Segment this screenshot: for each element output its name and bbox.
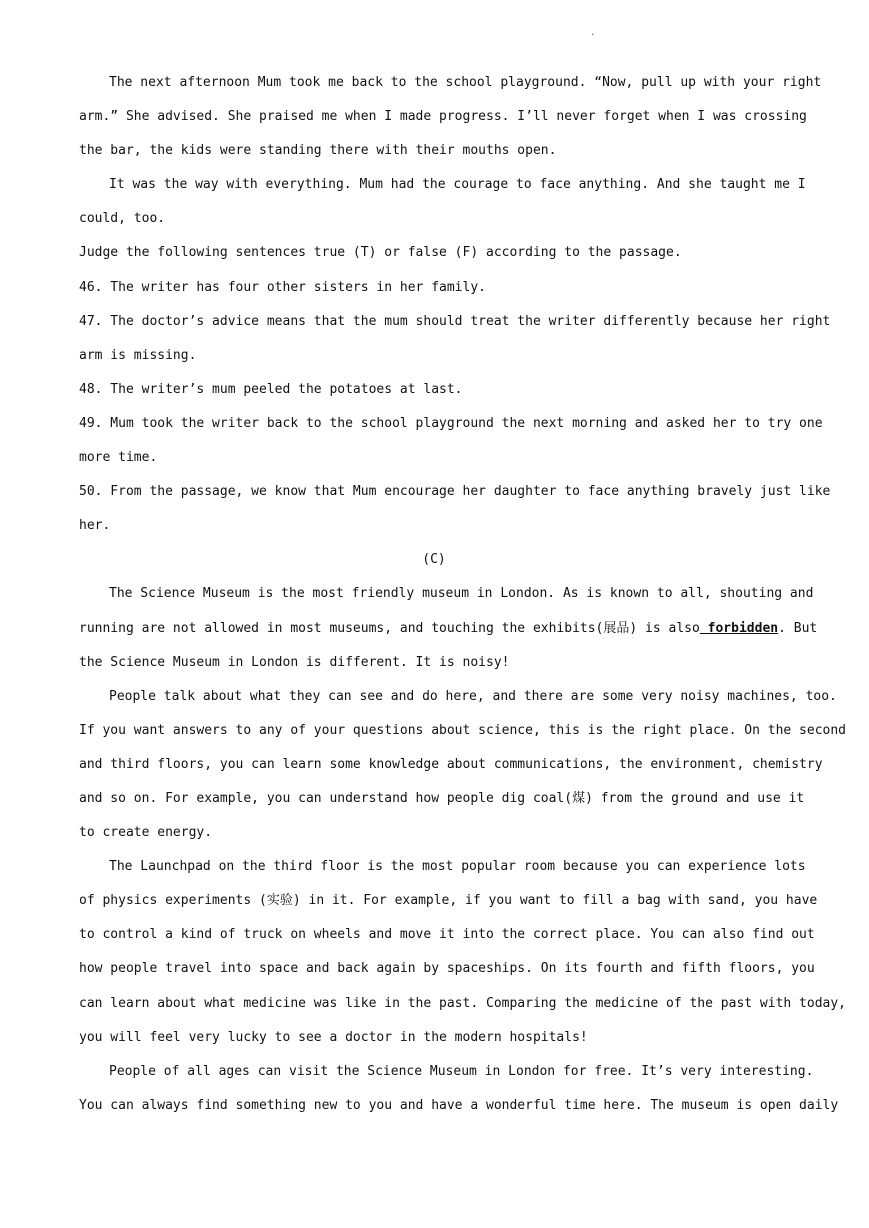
text-line: People of all ages can visit the Science Museum in London for free. It’s very interesting. [109,1063,814,1079]
text-line [79,612,818,646]
text-span: running are not allowed in most museums, and touching the exhibits(展品) is also [79,620,700,636]
text-line: of physics experiments (实验) in it. For example, if you want to fill a bag with sand, you have [79,893,818,909]
question-49 [79,407,823,475]
text-line: 50. From the passage, we know that Mum encourage her daughter to face anything bravely just like [79,484,831,500]
text-line: The next afternoon Mum took me back to the school playground. “Now, pull up with your right [109,75,822,90]
passage-c-paragraph-3 [79,850,847,1055]
text-line: to create energy. [79,825,213,841]
text-line: 49. Mum took the writer back to the school playground the next morning and asked her to try one [79,415,823,431]
question-48: 48. The writer’s mum peeled the potatoes at last. [79,381,463,397]
passage-c-paragraph-2 [79,680,847,850]
question-50 [79,475,831,543]
text-line: If you want answers to any of your questions about science, this is the right place. On the second [79,722,847,738]
question-47 [79,305,831,373]
text-line: 47. The doctor’s advice means that the mum should treat the writer differently because her right [79,313,831,329]
question-instruction: Judge the following sentences true (T) or false (F) according to the passage. [79,245,682,261]
passage-c-paragraph-4 [79,1055,839,1123]
text-span: . But [778,620,818,636]
text-line: It was the way with everything. Mum had the courage to face anything. And she taught me I [109,177,806,193]
document-page [79,66,847,1123]
text-line: The Science Museum is the most friendly museum in London. As is known to all, shouting and [109,586,814,602]
text-line: how people travel into space and back again by spaceships. On its fourth and fifth floors, you [79,961,815,977]
text-line: arm.” She advised. She praised me when I made progress. I’ll never forget when I was crossing [79,109,807,125]
header-dot: . [590,28,596,38]
text-line: and so on. For example, you can understand how people dig coal(煤) from the ground and use it [79,790,805,806]
section-title-c: (C) [422,552,446,568]
text-line: her. [79,518,111,534]
text-line: the bar, the kids were standing there with their mouths open. [79,143,557,159]
text-line: You can always find something new to you and have a wonderful time here. The museum is open daily [79,1097,839,1113]
text-line: you will feel very lucky to see a doctor in the modern hospitals! [79,1029,588,1045]
passage-b-paragraph-2 [79,168,806,236]
text-line: can learn about what medicine was like in the past. Comparing the medicine of the past with today, [79,995,847,1011]
text-line: the Science Museum in London is different. It is noisy! [79,654,510,670]
text-line: The Launchpad on the third floor is the most popular room because you can experience lots [109,859,806,875]
passage-c-paragraph-1 [79,577,818,679]
question-46: 46. The writer has four other sisters in her family. [79,279,486,295]
text-line: to control a kind of truck on wheels and move it into the correct place. You can also find out [79,927,815,943]
text-line: could, too. [79,211,166,227]
question-block [79,236,831,543]
text-line: and third floors, you can learn some knowledge about communications, the environment, chemistry [79,756,823,772]
vocab-word-forbidden: forbidden [699,620,779,636]
passage-b-paragraph-1 [79,66,822,168]
text-line: arm is missing. [79,347,197,363]
text-line: People talk about what they can see and do here, and there are some very noisy machines, too. [109,688,837,704]
text-line: more time. [79,450,158,466]
